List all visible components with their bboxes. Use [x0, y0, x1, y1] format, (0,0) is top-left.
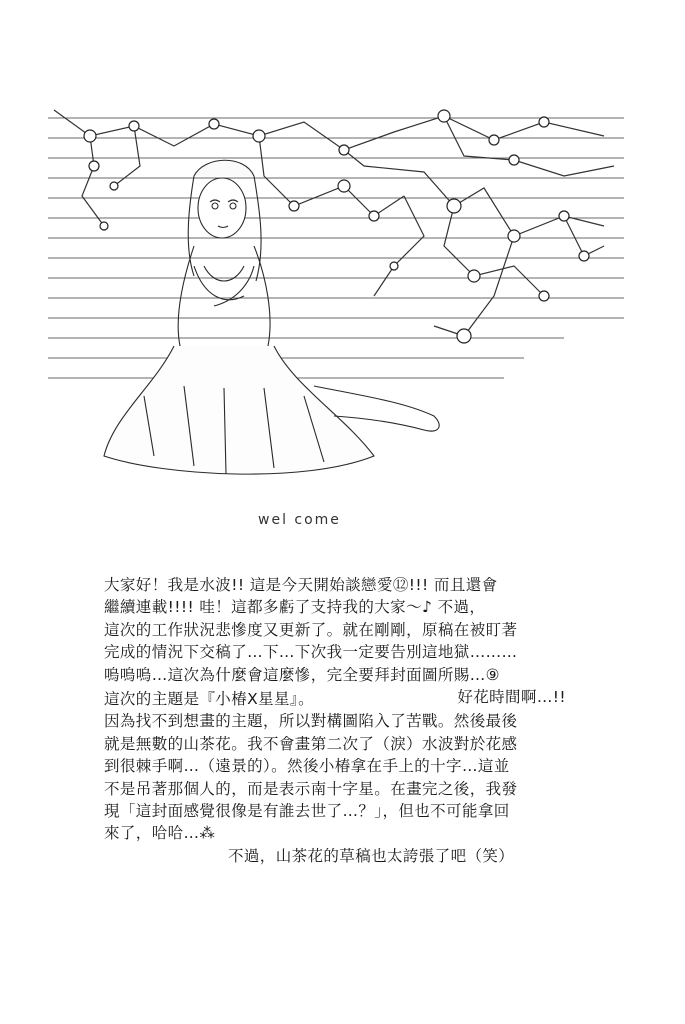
text-line: 現「這封面感覺很像是有誰去世了…？」，但也不可能拿回: [104, 802, 510, 821]
welcome-text: wel come: [258, 512, 341, 528]
afterword-paragraph-2: [104, 688, 576, 867]
text-line: 大家好！我是水波!! 這是今天開始談戀愛⑫!!! 而且還會: [104, 576, 498, 594]
constellation-lines: [54, 110, 614, 336]
text-line: 完成的情況下交稿了…下…下次我一定要告別這地獄………: [104, 643, 518, 662]
text-line: 來了，哈哈…⁂: [104, 824, 216, 843]
text-line: 就是無數的山茶花。我不會畫第二次了（淚）水波對於花感: [104, 734, 518, 753]
text-line: 這次的主題是『小椿X星星』。: [104, 690, 314, 708]
text-line: 因為找不到想畫的主題，所以對構圖陷入了苦戰。然後最後: [104, 712, 518, 731]
text-line: 嗚嗚嗚…這次為什麼會這麼慘，完全要拜封面圖所賜…⑨: [104, 665, 500, 684]
text-line: 好花時間啊…!!: [457, 688, 566, 707]
text-line: 這次的工作狀況悲慘度又更新了。就在剛剛，原稿在被盯著: [104, 620, 518, 639]
text-line: 到很棘手啊…（遠景的）。然後小椿拿在手上的十字…這並: [104, 757, 510, 776]
horizontal-line-background: [48, 118, 624, 378]
text-line: 繼續連載!!!! 哇！這都多虧了支持我的大家～♪ 不過，: [104, 598, 486, 617]
girl-figure-sketch: [104, 160, 439, 474]
cover-sketch-illustration: [44, 96, 632, 496]
text-line: 不是吊著那個人的，而是表示南十字星。在畫完之後，我發: [104, 779, 518, 798]
text-line: 不過，山茶花的草稿也太誇張了吧（笑）: [228, 846, 515, 865]
